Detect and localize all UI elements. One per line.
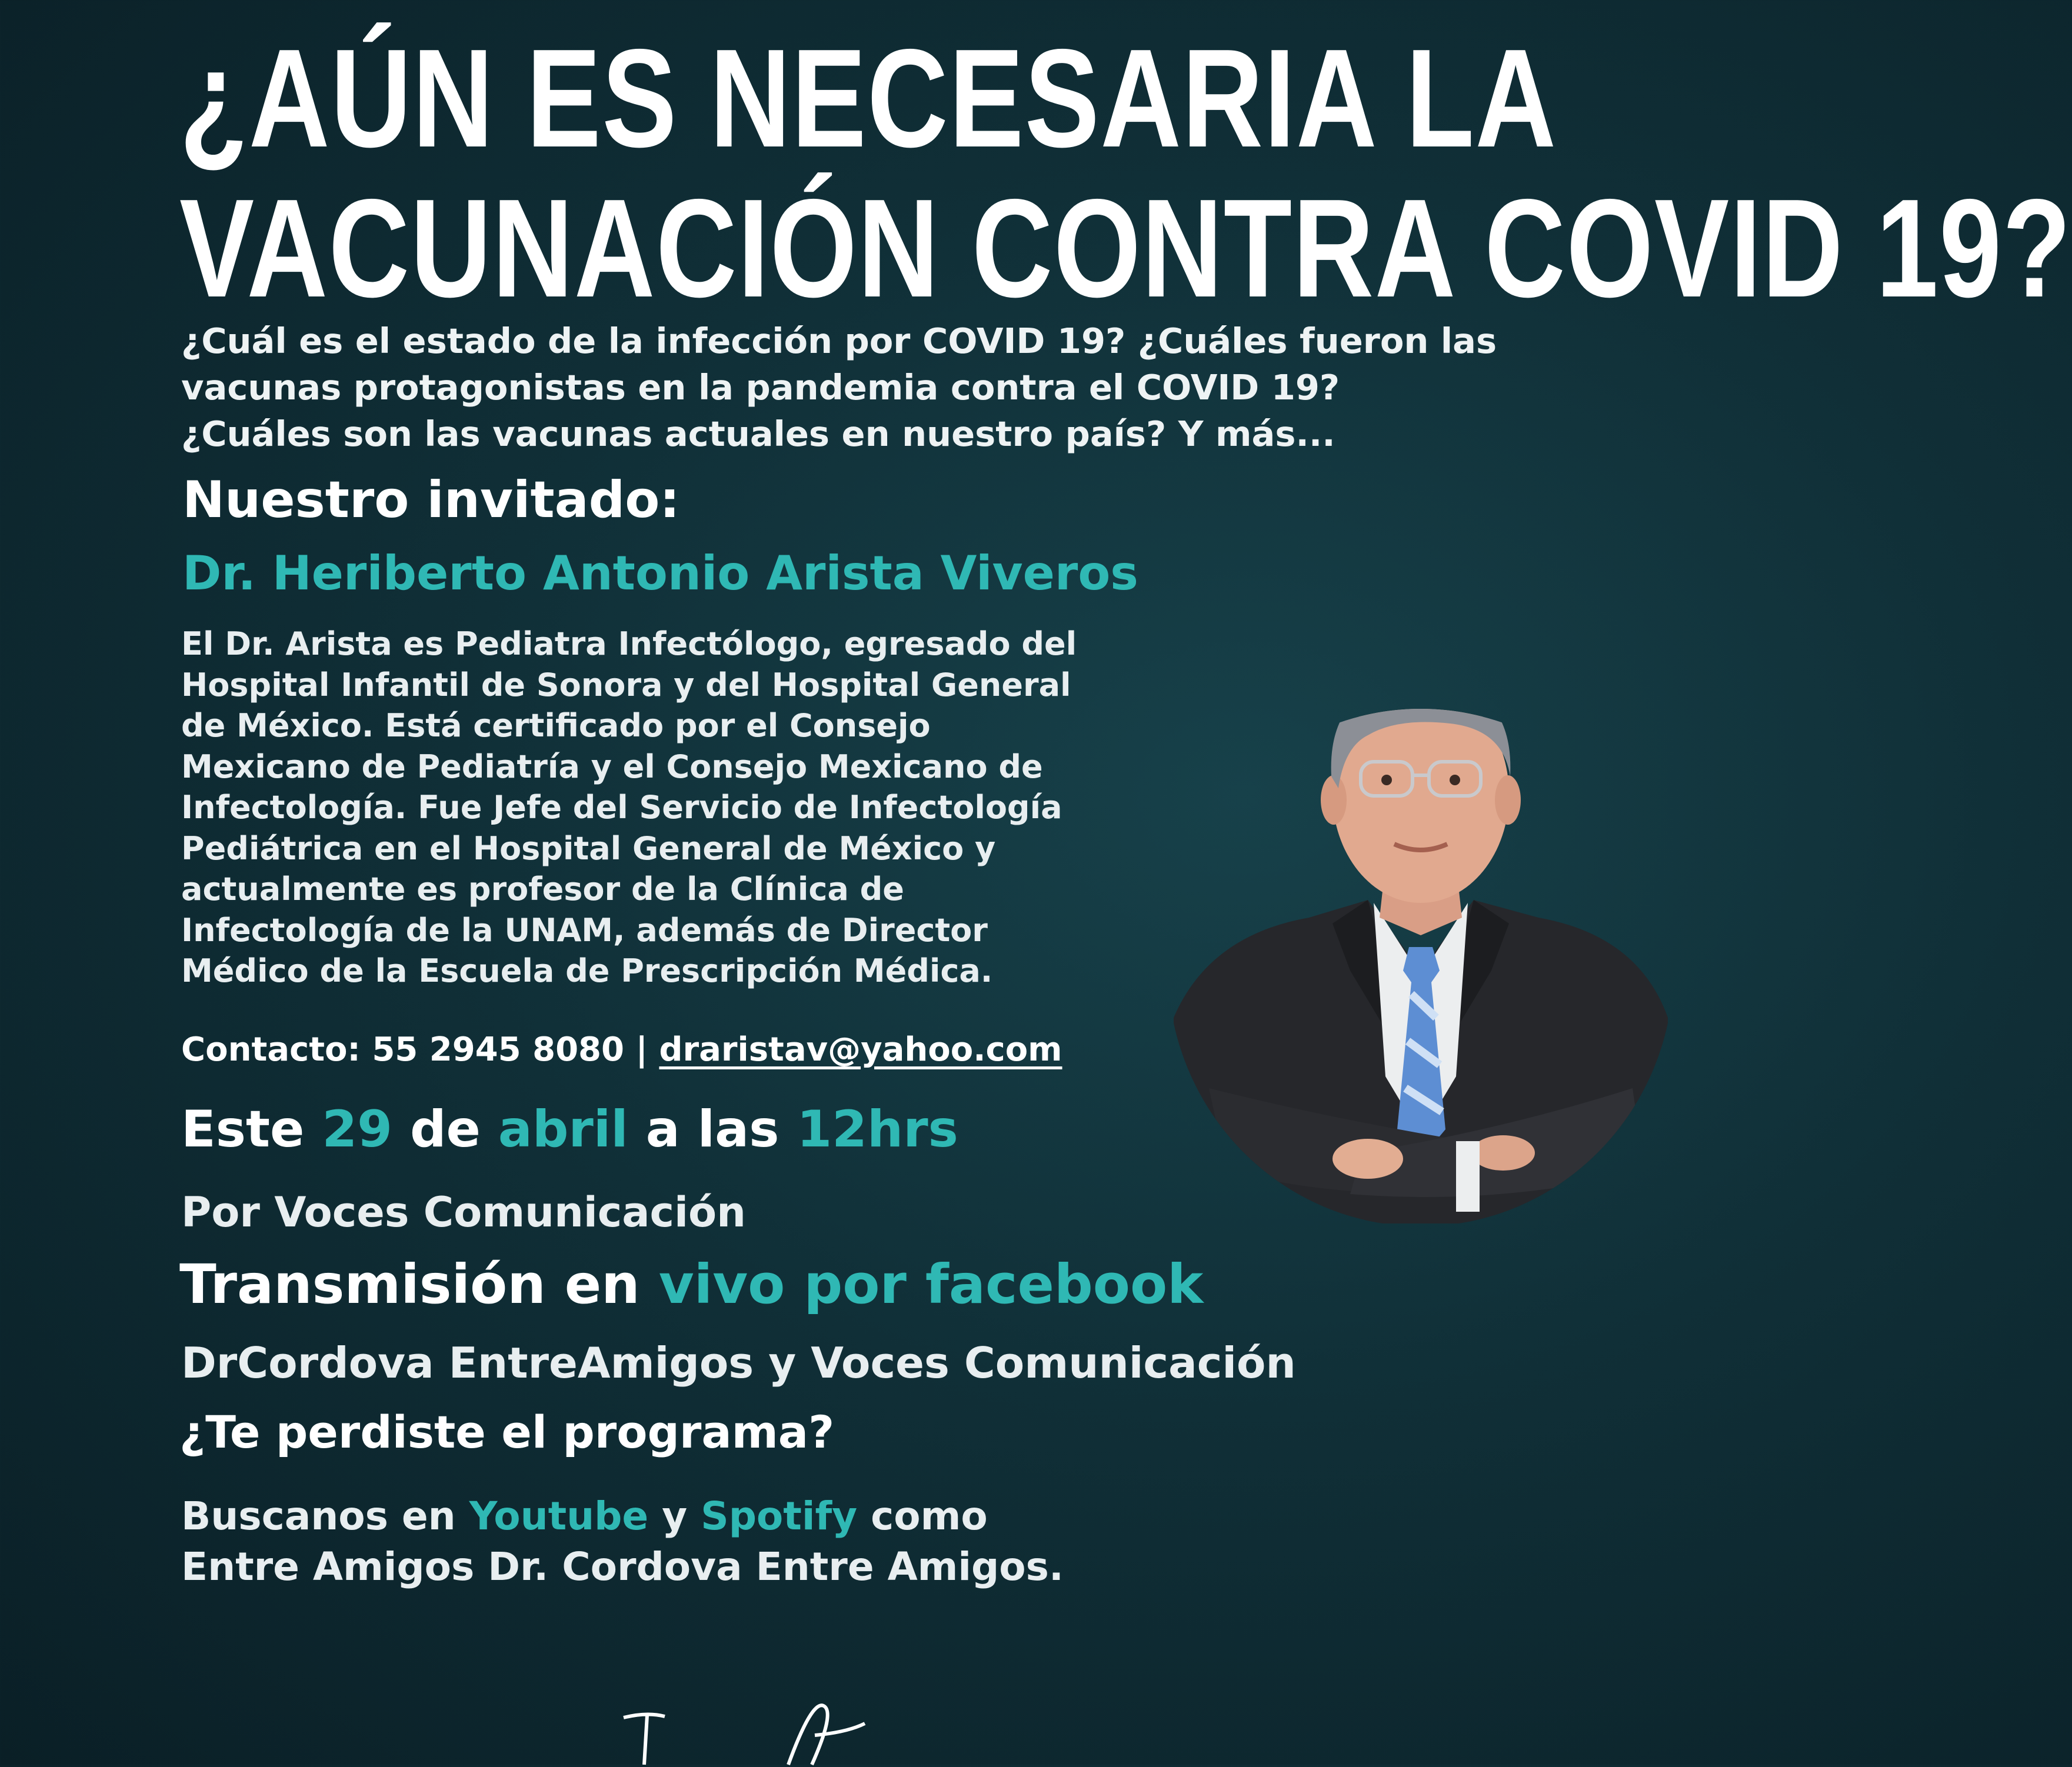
guest-portrait <box>1174 641 1668 1223</box>
spotify-label: Spotify <box>701 1493 858 1539</box>
schedule-word: Este <box>181 1100 322 1159</box>
intro-questions <box>181 318 1593 457</box>
guest-bio <box>181 624 1181 992</box>
bio-line: Infectología de la UNAM, además de Director <box>181 911 988 949</box>
schedule-day: 29 <box>322 1100 393 1159</box>
bio-line: Pediátrica en el Hospital General de México y <box>181 829 996 867</box>
headline-line-2: VACUNACIÓN CONTRA COVID 19? <box>179 171 2072 326</box>
by-line: Por Voces Comunicación <box>181 1188 746 1236</box>
facebook-pages: DrCordova EntreAmigos y Voces Comunicación <box>181 1338 1296 1388</box>
guest-name: Dr. Heriberto Antonio Arista Viveros <box>182 546 1138 601</box>
event-schedule <box>181 1100 958 1159</box>
search-word: Buscanos en <box>181 1493 469 1539</box>
stream-highlight: vivo por facebook <box>658 1253 1204 1316</box>
youtube-label: Youtube <box>469 1493 649 1539</box>
headline-line-1: ¿AÚN ES NECESARIA LA <box>179 21 1557 176</box>
search-word: y <box>648 1493 701 1539</box>
contact-email-link[interactable]: draristav@yahoo.com <box>659 1031 1062 1069</box>
intro-line-1: ¿Cuál es el estado de la infección por COVID 19? ¿Cuáles fueron las <box>181 321 1497 361</box>
search-info <box>181 1491 1064 1592</box>
bio-line: Mexicano de Pediatría y el Consejo Mexicano de <box>181 748 1043 785</box>
stream-line <box>179 1253 1203 1316</box>
bio-line: actualmente es profesor de la Clínica de <box>181 871 904 908</box>
bio-line: Hospital Infantil de Sonora y del Hospital General <box>181 666 1071 704</box>
headline <box>179 21 2072 326</box>
intro-line-3: ¿Cuáles son las vacunas actuales en nuestro país? Y más... <box>181 414 1335 454</box>
contact-phone: Contacto: 55 2945 8080 | <box>181 1031 659 1069</box>
stream-prefix: Transmisión en <box>179 1253 659 1316</box>
bio-line: Médico de la Escuela de Prescripción Médica. <box>181 952 993 989</box>
missed-program-heading: ¿Te perdiste el programa? <box>179 1406 835 1458</box>
bio-line: El Dr. Arista es Pediatra Infectólogo, egresado del <box>181 625 1077 662</box>
schedule-time: 12hrs <box>797 1100 958 1159</box>
bio-line: de México. Está certificado por el Consejo <box>181 707 931 744</box>
search-word: como <box>857 1493 988 1539</box>
schedule-word: a las <box>628 1100 797 1159</box>
schedule-word: de <box>392 1100 498 1159</box>
schedule-month: abril <box>498 1100 628 1159</box>
contact-line <box>181 1031 1062 1069</box>
guest-label: Nuestro invitado: <box>182 471 680 529</box>
signature-graphic <box>612 1700 906 1765</box>
search-line-2: Entre Amigos Dr. Cordova Entre Amigos. <box>181 1544 1064 1589</box>
search-line-1 <box>181 1491 1064 1542</box>
intro-line-2: vacunas protagonistas en la pandemia contra el COVID 19? <box>181 367 1340 408</box>
bio-line: Infectología. Fue Jefe del Servicio de Infectología <box>181 789 1062 826</box>
